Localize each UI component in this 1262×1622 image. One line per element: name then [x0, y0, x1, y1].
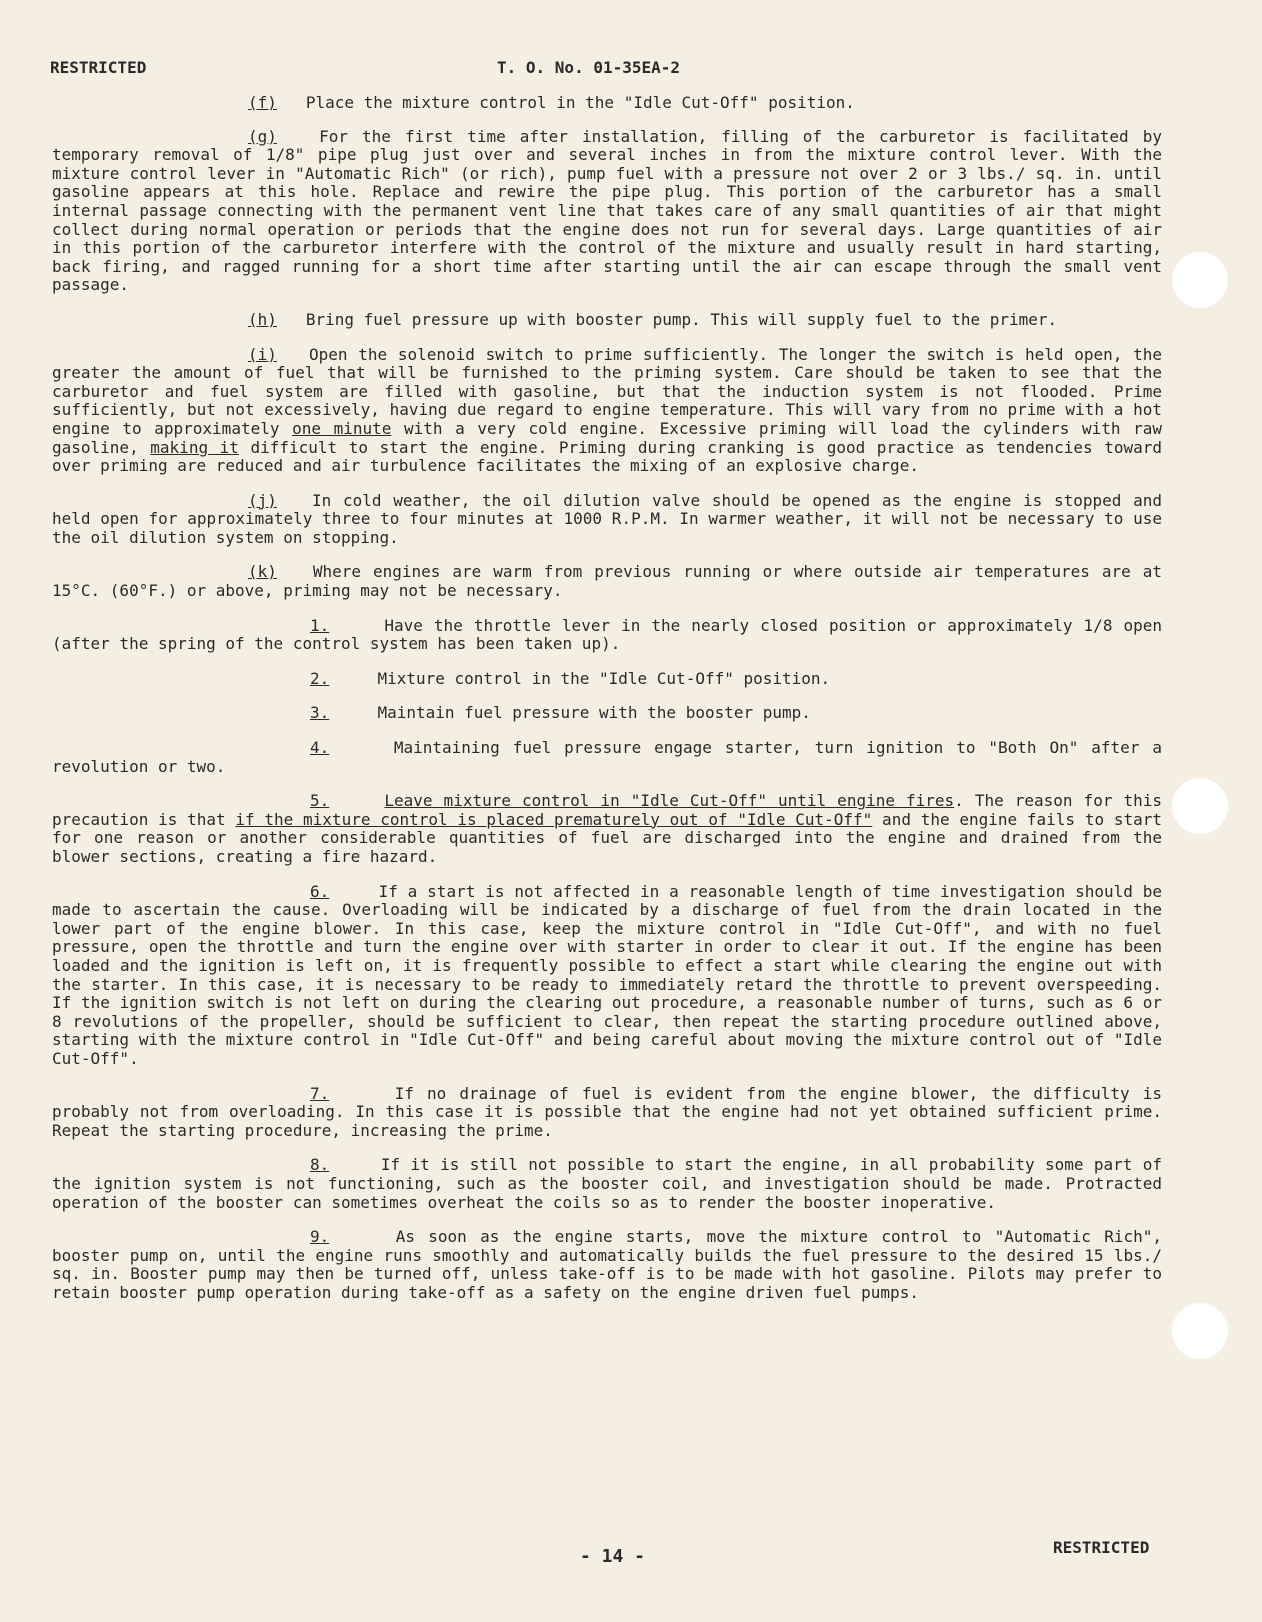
- step-7: [52, 1085, 1162, 1141]
- underlined-phrase: if the mixture control is placed prematurely out of "Idle Cut-Off": [235, 809, 873, 829]
- paragraph-text: difficult to start the engine. Priming during cranking is good practice as tendencies toward over priming are reduced and air turbulence facilitates the mixing of an explosive charge.: [52, 437, 1162, 476]
- step-number: 7.: [310, 1083, 330, 1103]
- paragraph-label: (k): [248, 562, 277, 582]
- step-number: 2.: [310, 668, 330, 688]
- paragraph-label: (j): [248, 490, 277, 510]
- page-number: - 14 -: [580, 1546, 646, 1567]
- footer-classification: RESTRICTED: [1053, 1538, 1150, 1557]
- paragraph-g: [52, 128, 1162, 295]
- paragraph-text: Bring fuel pressure up with booster pump. This will supply fuel to the primer.: [305, 309, 1058, 329]
- paragraph-label: (f): [248, 93, 277, 112]
- step-number: 5.: [310, 791, 330, 811]
- step-8: [52, 1156, 1162, 1212]
- step-number: 1.: [310, 615, 330, 635]
- step-4: [52, 739, 1162, 776]
- step-text: Mixture control in the "Idle Cut-Off" position.: [377, 668, 831, 688]
- header-classification: RESTRICTED: [50, 58, 147, 77]
- step-number: 9.: [310, 1227, 330, 1247]
- step-text: As soon as the engine starts, move the mixture control to "Automatic Rich", booster pump on, until the engine runs smoothly and automatically builds the fuel pressure to the desired 15 lbs./ sq. in. Booster pump may then be turned off, unless take-off is to be made with hot gasoline. Pilots may prefer to retain booster pump operation during take-off as a safety on the engine driven fuel pumps.: [52, 1227, 1162, 1302]
- step-text: and the engine fails to start for one reason or another considerable quantities of fuel are discharged into the engine and drained from the blower sections, creating a fire hazard.: [52, 809, 1162, 866]
- underlined-phrase: making it: [150, 437, 239, 457]
- paragraph-j: [52, 492, 1162, 548]
- step-number: 8.: [310, 1155, 330, 1175]
- paragraph-i: [52, 346, 1162, 476]
- paragraph-label: (h): [248, 309, 277, 329]
- step-text: Maintain fuel pressure with the booster pump.: [377, 703, 811, 723]
- step-5: [52, 792, 1162, 866]
- step-number: 6.: [310, 881, 330, 901]
- header-document-number: T. O. No. 01-35EA-2: [497, 58, 681, 77]
- step-number: 4.: [310, 738, 330, 758]
- binder-hole: [1172, 1303, 1228, 1359]
- paragraph-text: Open the solenoid switch to prime sufficiently. The longer the switch is held open, the greater the amount of fuel that will be furnished to the priming system. Care should be taken to see that the carburetor and fuel system are filled with gasoline, but that the induction system is not flooded. Prime sufficiently, but not excessively, having due regard to engine temperature. This will vary from no prime with a hot engine to approximately: [52, 344, 1162, 438]
- document-body: [52, 90, 1162, 1302]
- paragraph-text: Place the mixture control in the "Idle Cut-Off" position.: [305, 93, 855, 112]
- step-1: [52, 617, 1162, 654]
- step-9: [52, 1228, 1162, 1302]
- step-text: If no drainage of fuel is evident from the engine blower, the difficulty is probably not from overloading. In this case it is possible that the engine had not yet obtained sufficient prime. Repeat the starting procedure, increasing the prime.: [52, 1083, 1162, 1140]
- step-6: [52, 883, 1162, 1069]
- paragraph-label: (i): [248, 344, 277, 364]
- paragraph-text: with a very cold engine. Excessive priming will load the cylinders with raw gasoline,: [52, 418, 1163, 457]
- step-text: . The reason for this precaution is that: [52, 791, 1163, 829]
- underlined-phrase: Leave mixture control in "Idle Cut-Off" until engine fires: [384, 791, 955, 811]
- paragraph-k: [52, 563, 1162, 600]
- paragraph-f: [52, 94, 1162, 113]
- paragraph-label: (g): [248, 126, 277, 146]
- step-3: [52, 704, 1162, 723]
- step-text: Maintaining fuel pressure engage starter, turn ignition to "Both On" after a revolution or two.: [52, 738, 1162, 776]
- binder-hole: [1172, 778, 1228, 834]
- step-2: [52, 670, 1162, 689]
- underlined-phrase: one minute: [292, 418, 392, 438]
- step-text: If a start is not affected in a reasonable length of time investigation should be made to ascertain the cause. Overloading will be indicated by a discharge of fuel from the drain located in the lower part of the engine blower. In this case, keep the mixture control in "Idle Cut-Off", and with no fuel pressure, open the throttle and turn the engine over with starter in order to clear it out. If the engine has been loaded and the ignition is left on, it is frequently possible to effect a start while clearing the engine out with the starter. In this case, it is necessary to be ready to immediately retard the throttle to prevent overspeeding. If the ignition switch is not left on during the clearing out procedure, a reasonable number of turns, such as 6 or 8 revolutions of the propeller, should be sufficient to clear, then repeat the starting procedure outlined above, starting with the mixture control in "Idle Cut-Off" and being careful about moving the mixture control out of "Idle Cut-Off".: [52, 881, 1162, 1068]
- step-text: If it is still not possible to start the engine, in all probability some part of the ignition system is not functioning, such as the booster coil, and investigation should be made. Protracted operation of the booster can sometimes overheat the coils so as to render the booster inoperative.: [52, 1155, 1162, 1212]
- paragraph-text: In cold weather, the oil dilution valve should be opened as the engine is stopped and held open for approximately three to four minutes at 1000 R.P.M. In warmer weather, it will not be necessary to use the oil dilution system on stopping.: [52, 490, 1162, 547]
- paragraph-text: Where engines are warm from previous running or where outside air temperatures are at 15°C. (60°F.) or above, priming may not be necessary.: [52, 562, 1162, 601]
- step-text: Have the throttle lever in the nearly closed position or approximately 1/8 open (after the spring of the control system has been taken up).: [52, 615, 1162, 654]
- paragraph-h: [52, 311, 1162, 330]
- paragraph-text: For the first time after installation, filling of the carburetor is facilitated by temporary removal of 1/8" pipe plug just over and several inches in from the mixture control lever. With the mixture control lever in "Automatic Rich" (or rich), pump fuel with a pressure not over 2 or 3 lbs./ sq. in. until gasoline appears at this hole. Replace and rewire the pipe plug. This portion of the carburetor has a small internal passage connecting with the permanent vent line that takes care of any small quantities of air that might collect during normal operation or periods that the engine does not run for several days. Large quantities of air in this portion of the carburetor interfere with the control of the mixture and usually result in hard starting, back firing, and ragged running for a short time after starting until the air can escape through the small vent passage.: [52, 126, 1163, 295]
- step-number: 3.: [310, 703, 330, 723]
- binder-hole: [1172, 252, 1228, 308]
